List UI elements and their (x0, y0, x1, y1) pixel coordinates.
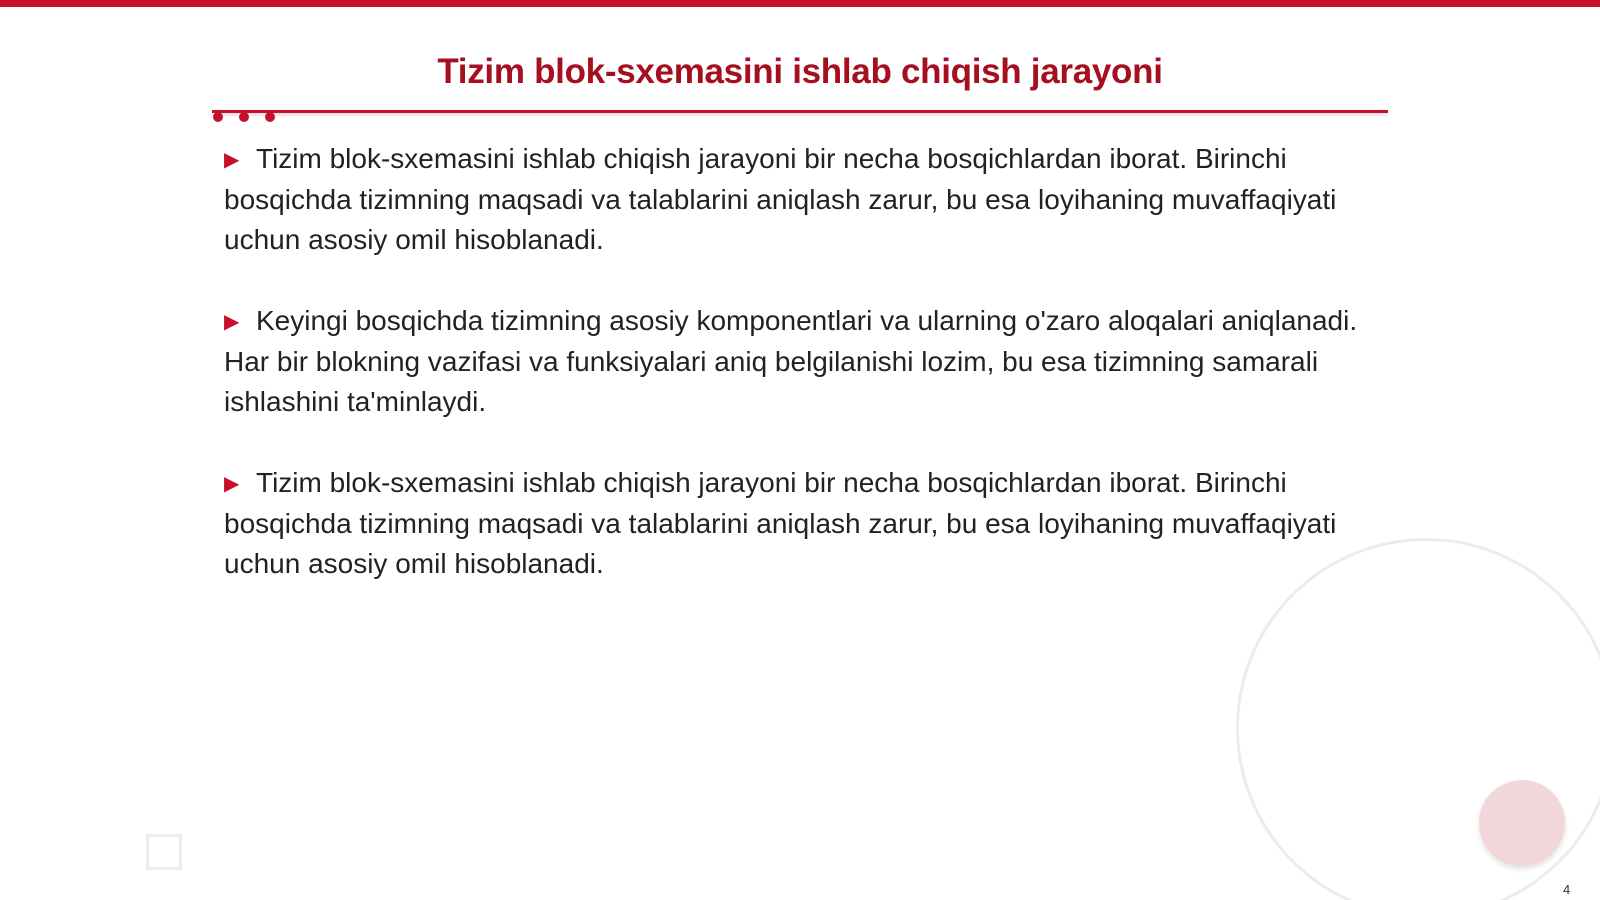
page-number: 4 (1563, 882, 1571, 897)
top-accent-bar (0, 0, 1600, 7)
triangle-bullet-icon: ▶ (224, 149, 240, 171)
title-underline (212, 110, 1388, 113)
decor-square (146, 834, 182, 870)
triangle-bullet-icon: ▶ (224, 473, 240, 495)
paragraph-text: Keyingi bosqichda tizimning asosiy komponentlari va ularning o'zaro aloqalari aniqlanadi. Har bir blokning vazifasi va funksiyalari aniq belgilanishi lozim, bu esa tizimning samarali ishlashini ta'minlaydi. (224, 305, 1358, 417)
decor-dot-3 (265, 112, 275, 122)
decor-dot-2 (239, 112, 249, 122)
slide-body (224, 139, 1374, 625)
bullet-paragraph-3 (224, 463, 1374, 584)
bullet-paragraph-1 (224, 139, 1374, 260)
paragraph-text: Tizim blok-sxemasini ishlab chiqish jarayoni bir necha bosqichlardan iborat. Birinchi bosqichda tizimning maqsadi va talablarini aniqlash zarur, bu esa loyihaning muvaffaqiyati uchun asosiy omil hisoblanadi. (224, 467, 1337, 579)
paragraph-text: Tizim blok-sxemasini ishlab chiqish jarayoni bir necha bosqichlardan iborat. Birinchi bosqichda tizimning maqsadi va talablarini aniqlash zarur, bu esa loyihaning muvaffaqiyati uchun asosiy omil hisoblanadi. (224, 143, 1337, 255)
decor-pink-circle (1479, 780, 1565, 866)
decor-dot-1 (213, 112, 223, 122)
slide-title: Tizim blok-sxemasini ishlab chiqish jarayoni (437, 52, 1163, 91)
triangle-bullet-icon: ▶ (224, 311, 240, 333)
bullet-paragraph-2 (224, 301, 1374, 422)
